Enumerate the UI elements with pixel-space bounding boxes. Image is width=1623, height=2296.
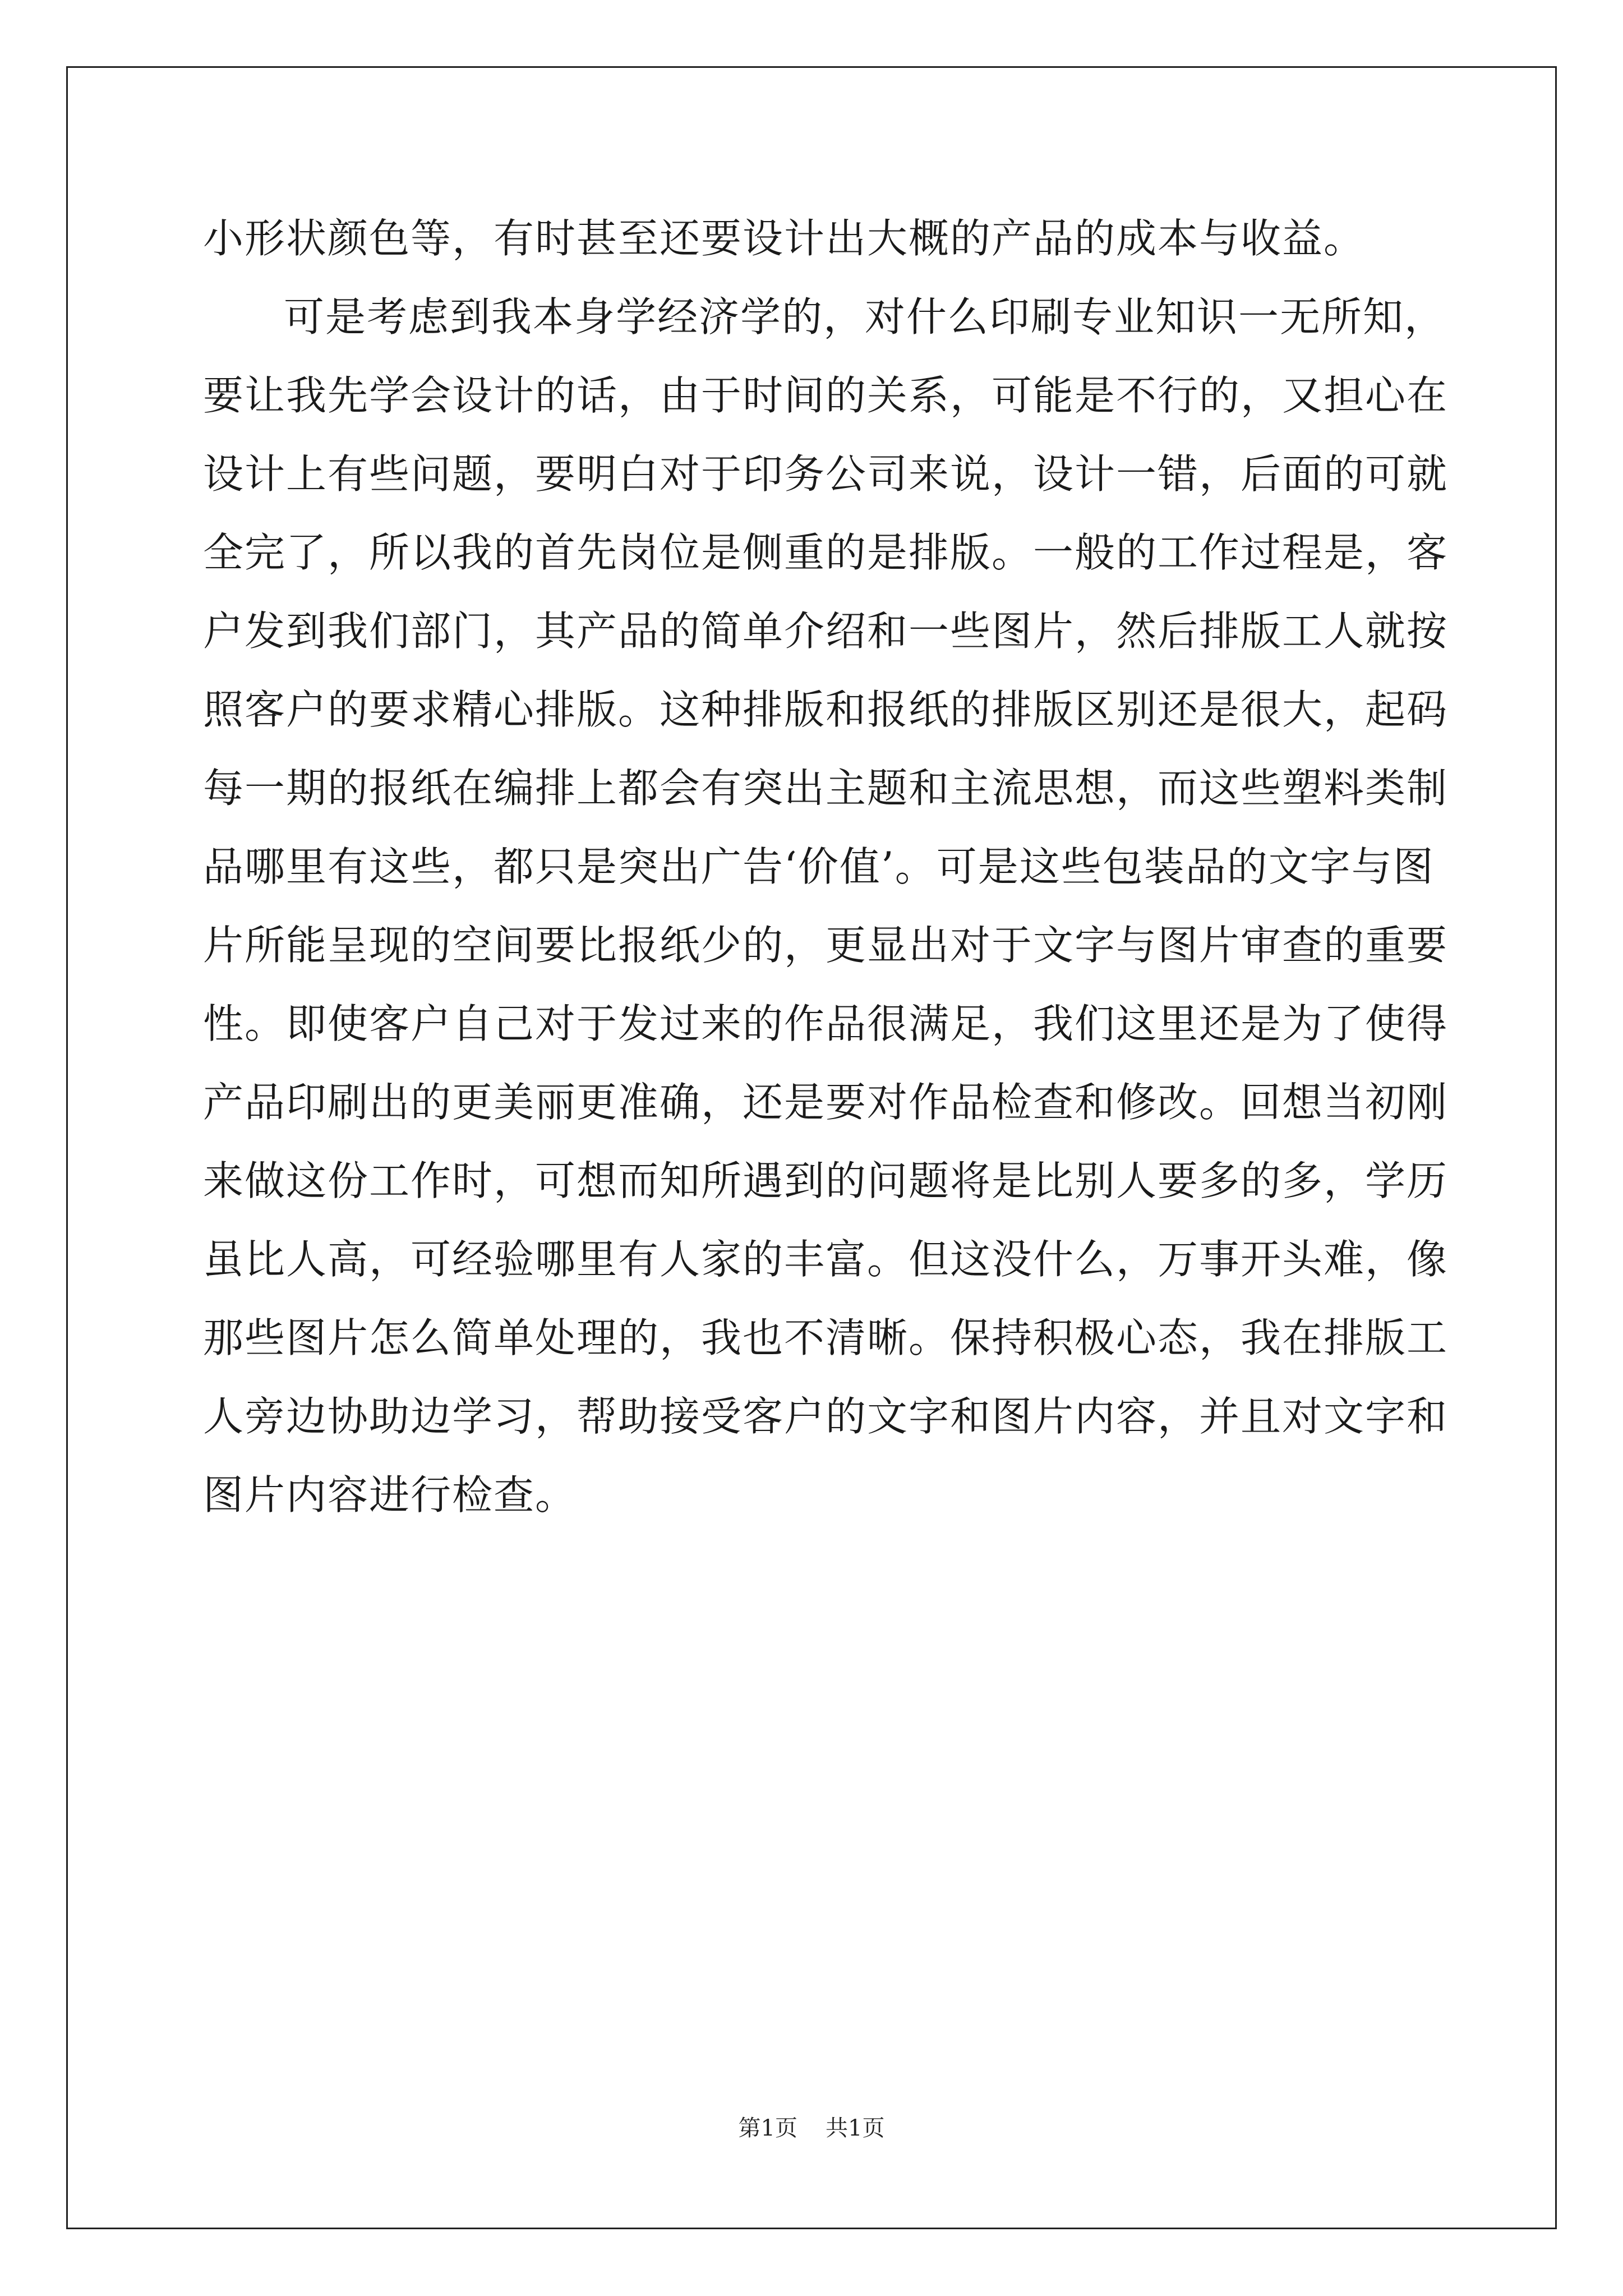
- text-line: 户发到我们部门，其产品的简单介绍和一些图片，然后排版工人就按: [203, 608, 1449, 655]
- text-line: 人旁边协助边学习，帮助接受客户的文字和图片内容，并且对文字和: [203, 1393, 1449, 1440]
- text-line: 小形状颜色等，有时甚至还要设计出大概的产品的成本与收益。: [203, 215, 1366, 262]
- text-line: 片所能呈现的空间要比报纸少的，更显出对于文字与图片审查的重要: [203, 922, 1449, 969]
- text-line: 那些图片怎么简单处理的，我也不清晰。保持积极心态，我在排版工: [203, 1314, 1449, 1361]
- text-line: 图片内容进行检查。: [203, 1471, 577, 1519]
- paragraph-first-line: 可是考虑到我本身学经济学的，对什么印刷专业知识一无所知，: [284, 293, 1446, 341]
- page-number: 第1页: [738, 2115, 797, 2141]
- text-line: 设计上有些问题，要明白对于印务公司来说，设计一错，后面的可就: [203, 450, 1449, 498]
- page-footer: [0, 2111, 1623, 2145]
- page-total: 共1页: [826, 2115, 885, 2141]
- text-line: 虽比人高，可经验哪里有人家的丰富。但这没什么，万事开头难，像: [203, 1236, 1449, 1283]
- text-line: 性。即使客户自己对于发过来的作品很满足，我们这里还是为了使得: [203, 1000, 1449, 1047]
- text-line: 照客户的要求精心排版。这种排版和报纸的排版区别还是很大，起码: [203, 686, 1449, 733]
- text-line: 产品印刷出的更美丽更准确，还是要对作品检查和修改。回想当初刚: [203, 1079, 1449, 1126]
- text-line: 全完了，所以我的首先岗位是侧重的是排版。一般的工作过程是，客: [203, 529, 1449, 576]
- text-line: 品哪里有这些，都只是突出广告‘价值’。可是这些包装品的文字与图: [203, 843, 1435, 890]
- text-line: 每一期的报纸在编排上都会有突出主题和主流思想，而这些塑料类制: [203, 765, 1449, 812]
- text-line: 要让我先学会设计的话，由于时间的关系，可能是不行的，又担心在: [203, 372, 1449, 419]
- text-line: 来做这份工作时，可想而知所遇到的问题将是比别人要多的多，学历: [203, 1157, 1449, 1204]
